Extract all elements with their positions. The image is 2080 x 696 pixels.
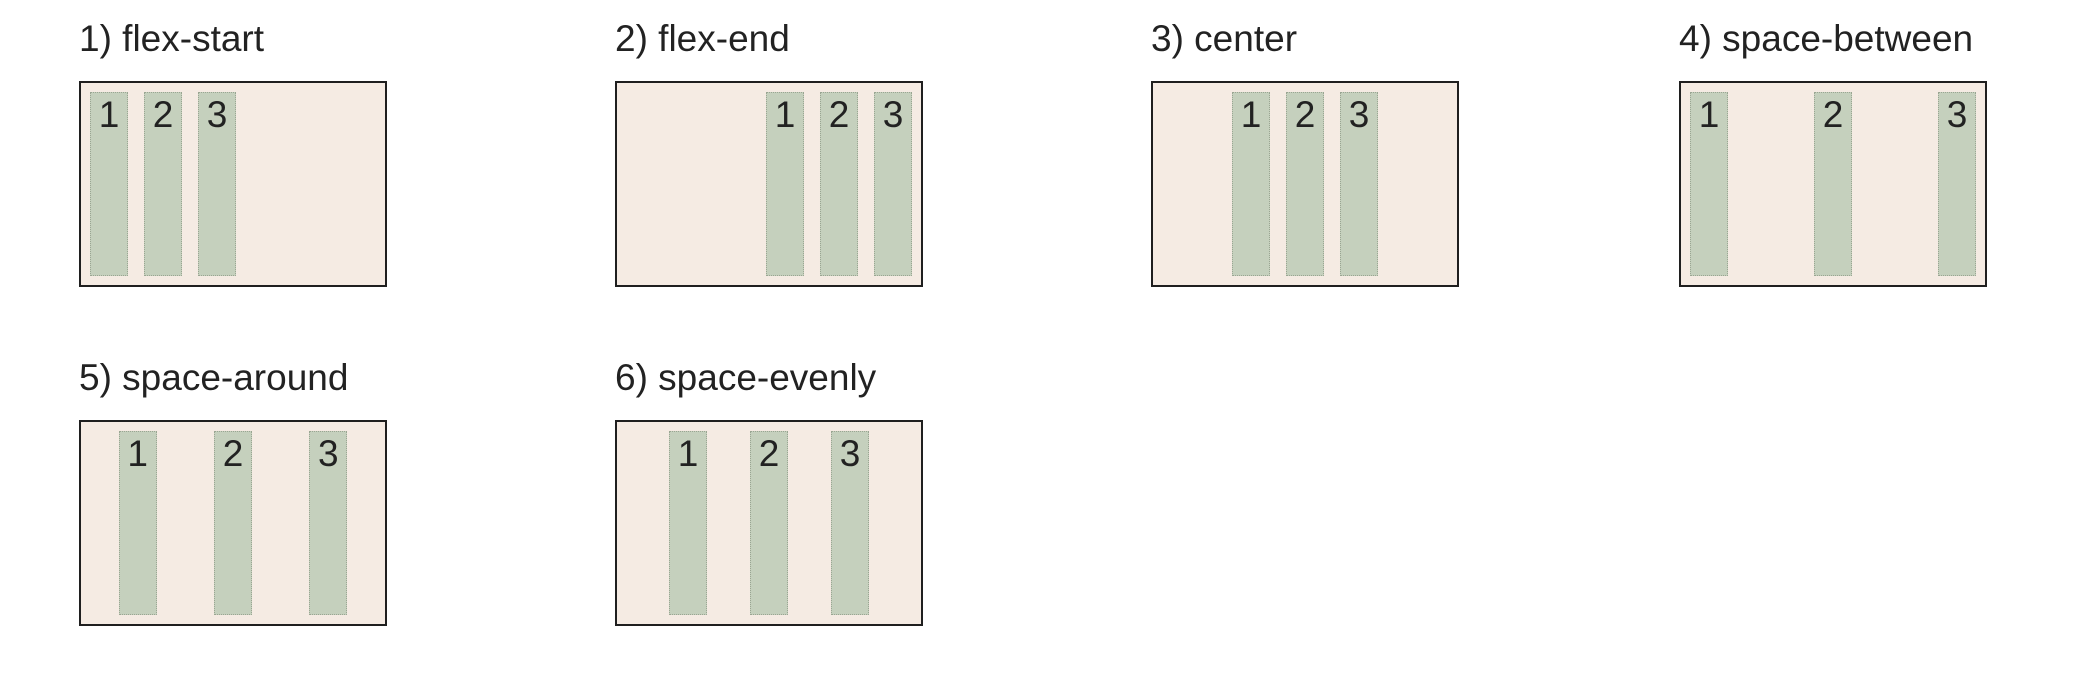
flex-item-3: 3 (874, 92, 912, 276)
demo-title: 2) flex-end (615, 18, 790, 59)
flex-item-2: 2 (1814, 92, 1852, 276)
flex-item-3: 3 (198, 92, 236, 276)
demo-title: 3) center (1151, 18, 1298, 59)
demo-space-around (79, 356, 387, 474)
demo-flex-end (615, 17, 923, 135)
flex-item-2: 2 (214, 431, 252, 615)
demo-title: 6) space-evenly (615, 357, 877, 398)
flex-item-3: 3 (831, 431, 869, 615)
flex-item-1: 1 (1690, 92, 1728, 276)
demo-title: 5) space-around (79, 357, 349, 398)
flex-item-2: 2 (820, 92, 858, 276)
demo-space-between (1679, 17, 1987, 135)
flex-item-3: 3 (1938, 92, 1976, 276)
flex-item-3: 3 (309, 431, 347, 615)
flex-container (615, 420, 923, 626)
flex-item-2: 2 (750, 431, 788, 615)
flex-item-2: 2 (1286, 92, 1324, 276)
flex-container (79, 81, 387, 287)
demo-space-evenly (615, 356, 923, 474)
flex-item-2: 2 (144, 92, 182, 276)
flex-item-1: 1 (90, 92, 128, 276)
flex-item-1: 1 (766, 92, 804, 276)
flex-container (1151, 81, 1459, 287)
flex-container (79, 420, 387, 626)
flex-container (1679, 81, 1987, 287)
demo-center (1151, 17, 1459, 135)
demo-flex-start (79, 17, 387, 135)
flex-item-1: 1 (1232, 92, 1270, 276)
flex-container (615, 81, 923, 287)
flex-item-1: 1 (119, 431, 157, 615)
flex-item-1: 1 (669, 431, 707, 615)
flex-item-3: 3 (1340, 92, 1378, 276)
demo-title: 1) flex-start (79, 18, 265, 59)
demo-title: 4) space-between (1679, 18, 1974, 59)
